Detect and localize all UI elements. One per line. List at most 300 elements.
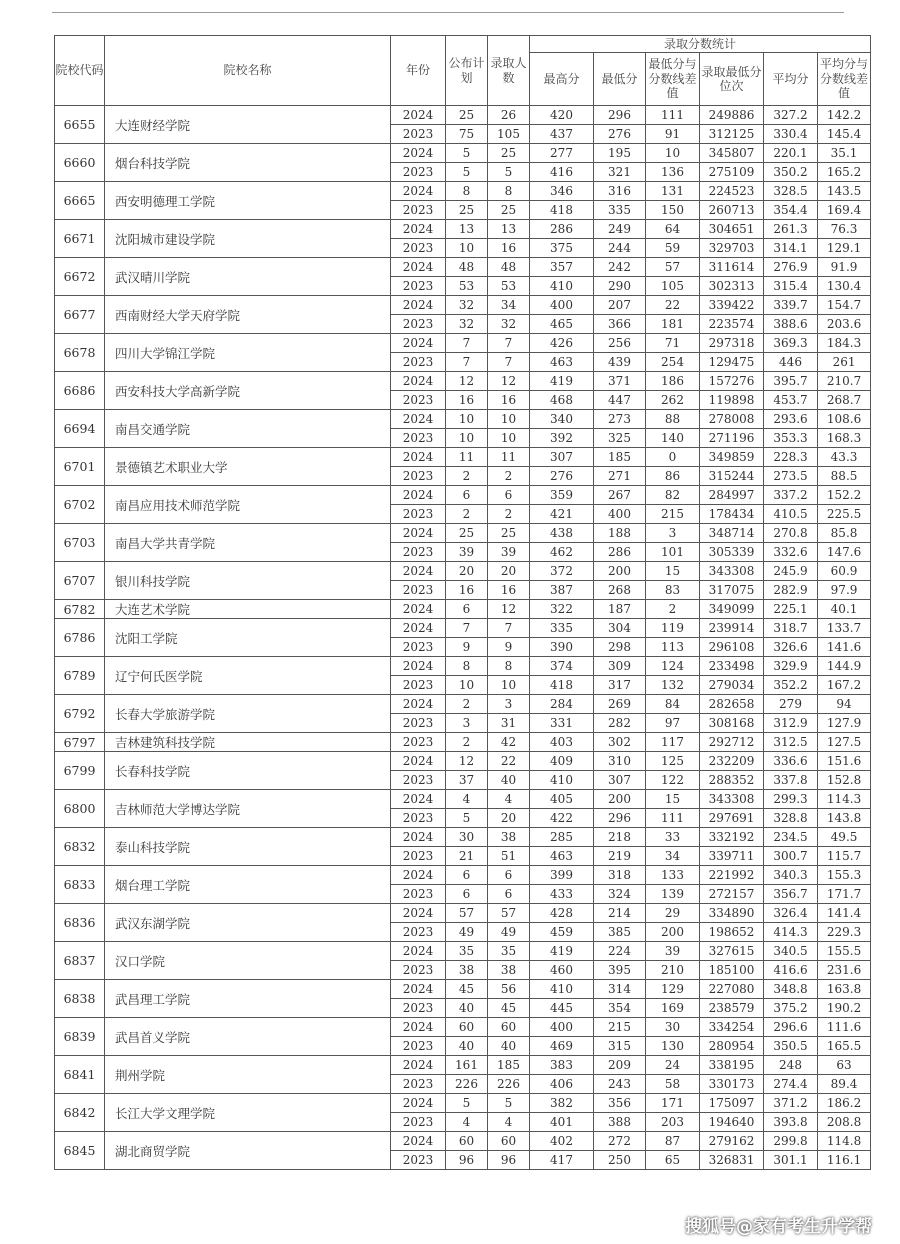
min-rank-cell: 260713 [700, 201, 764, 220]
school-name-cell: 长江大学文理学院 [105, 1094, 391, 1132]
year-cell: 2024 [391, 828, 446, 847]
school-code-cell: 6841 [55, 1056, 105, 1094]
year-cell: 2023 [391, 467, 446, 486]
max-score-cell: 421 [530, 505, 594, 524]
school-name-cell: 武昌理工学院 [105, 980, 391, 1018]
admitted-cell: 4 [488, 1113, 530, 1132]
admitted-cell: 25 [488, 144, 530, 163]
min-score-cell: 354 [594, 999, 646, 1018]
min-rank-cell: 332192 [700, 828, 764, 847]
min-diff-cell: 3 [646, 524, 700, 543]
admitted-cell: 3 [488, 695, 530, 714]
max-score-cell: 459 [530, 923, 594, 942]
plan-cell: 4 [446, 1113, 488, 1132]
plan-cell: 25 [446, 524, 488, 543]
avg-score-cell: 416.6 [764, 961, 818, 980]
admitted-cell: 2 [488, 505, 530, 524]
avg-score-cell: 273.5 [764, 467, 818, 486]
max-score-cell: 403 [530, 733, 594, 752]
table-row [55, 828, 871, 847]
school-code-cell: 6792 [55, 695, 105, 733]
year-cell: 2023 [391, 999, 446, 1018]
school-name-cell: 四川大学锦江学院 [105, 334, 391, 372]
avg-score-cell: 301.1 [764, 1151, 818, 1170]
admitted-cell: 6 [488, 885, 530, 904]
avg-score-cell: 414.3 [764, 923, 818, 942]
avg-score-cell: 354.4 [764, 201, 818, 220]
min-rank-cell: 185100 [700, 961, 764, 980]
avg-score-cell: 248 [764, 1056, 818, 1075]
max-score-cell: 357 [530, 258, 594, 277]
min-diff-cell: 181 [646, 315, 700, 334]
min-score-cell: 318 [594, 866, 646, 885]
avg-diff-cell: 152.8 [818, 771, 871, 790]
year-cell: 2024 [391, 220, 446, 239]
min-score-cell: 250 [594, 1151, 646, 1170]
max-score-cell: 406 [530, 1075, 594, 1094]
min-score-cell: 290 [594, 277, 646, 296]
plan-cell: 48 [446, 258, 488, 277]
table-row [55, 980, 871, 999]
max-score-cell: 359 [530, 486, 594, 505]
min-rank-cell: 157276 [700, 372, 764, 391]
avg-diff-cell: 145.4 [818, 125, 871, 144]
year-cell: 2023 [391, 809, 446, 828]
school-name-cell: 武汉晴川学院 [105, 258, 391, 296]
school-code-cell: 6832 [55, 828, 105, 866]
year-cell: 2024 [391, 1094, 446, 1113]
plan-cell: 13 [446, 220, 488, 239]
avg-score-cell: 270.8 [764, 524, 818, 543]
min-diff-cell: 125 [646, 752, 700, 771]
max-score-cell: 390 [530, 638, 594, 657]
plan-cell: 40 [446, 999, 488, 1018]
avg-score-cell: 350.5 [764, 1037, 818, 1056]
header-min-score-diff: 最低分与分数线差值 [646, 53, 700, 106]
min-rank-cell: 348714 [700, 524, 764, 543]
max-score-cell: 402 [530, 1132, 594, 1151]
plan-cell: 3 [446, 714, 488, 733]
min-diff-cell: 203 [646, 1113, 700, 1132]
min-score-cell: 215 [594, 1018, 646, 1037]
avg-score-cell: 446 [764, 353, 818, 372]
school-code-cell: 6797 [55, 733, 105, 752]
plan-cell: 32 [446, 315, 488, 334]
avg-diff-cell: 171.7 [818, 885, 871, 904]
year-cell: 2024 [391, 1056, 446, 1075]
min-diff-cell: 65 [646, 1151, 700, 1170]
year-cell: 2024 [391, 182, 446, 201]
plan-cell: 2 [446, 505, 488, 524]
plan-cell: 35 [446, 942, 488, 961]
table-row [55, 524, 871, 543]
min-rank-cell: 198652 [700, 923, 764, 942]
min-rank-cell: 317075 [700, 581, 764, 600]
avg-diff-cell: 167.2 [818, 676, 871, 695]
min-score-cell: 195 [594, 144, 646, 163]
avg-score-cell: 375.2 [764, 999, 818, 1018]
admitted-cell: 38 [488, 828, 530, 847]
max-score-cell: 383 [530, 1056, 594, 1075]
admitted-cell: 13 [488, 220, 530, 239]
admitted-cell: 16 [488, 239, 530, 258]
min-score-cell: 242 [594, 258, 646, 277]
admitted-cell: 60 [488, 1018, 530, 1037]
table-row [55, 182, 871, 201]
avg-score-cell: 330.4 [764, 125, 818, 144]
year-cell: 2024 [391, 752, 446, 771]
admitted-cell: 11 [488, 448, 530, 467]
admitted-cell: 20 [488, 562, 530, 581]
school-name-cell: 大连财经学院 [105, 106, 391, 144]
min-rank-cell: 227080 [700, 980, 764, 999]
avg-diff-cell: 208.8 [818, 1113, 871, 1132]
min-score-cell: 296 [594, 106, 646, 125]
avg-score-cell: 328.5 [764, 182, 818, 201]
year-cell: 2023 [391, 714, 446, 733]
admitted-cell: 10 [488, 429, 530, 448]
school-code-cell: 6677 [55, 296, 105, 334]
min-score-cell: 385 [594, 923, 646, 942]
plan-cell: 45 [446, 980, 488, 999]
min-diff-cell: 133 [646, 866, 700, 885]
plan-cell: 12 [446, 752, 488, 771]
admitted-cell: 7 [488, 353, 530, 372]
year-cell: 2023 [391, 239, 446, 258]
plan-cell: 11 [446, 448, 488, 467]
avg-diff-cell: 91.9 [818, 258, 871, 277]
admitted-cell: 34 [488, 296, 530, 315]
max-score-cell: 285 [530, 828, 594, 847]
min-diff-cell: 30 [646, 1018, 700, 1037]
plan-cell: 96 [446, 1151, 488, 1170]
max-score-cell: 417 [530, 1151, 594, 1170]
school-name-cell: 吉林师范大学博达学院 [105, 790, 391, 828]
admitted-cell: 185 [488, 1056, 530, 1075]
min-diff-cell: 64 [646, 220, 700, 239]
avg-diff-cell: 261 [818, 353, 871, 372]
max-score-cell: 409 [530, 752, 594, 771]
min-rank-cell: 223574 [700, 315, 764, 334]
table-row [55, 866, 871, 885]
max-score-cell: 418 [530, 201, 594, 220]
min-rank-cell: 275109 [700, 163, 764, 182]
plan-cell: 60 [446, 1132, 488, 1151]
min-score-cell: 400 [594, 505, 646, 524]
avg-diff-cell: 115.7 [818, 847, 871, 866]
plan-cell: 5 [446, 809, 488, 828]
admitted-cell: 96 [488, 1151, 530, 1170]
min-score-cell: 302 [594, 733, 646, 752]
school-code-cell: 6799 [55, 752, 105, 790]
school-code-cell: 6702 [55, 486, 105, 524]
plan-cell: 53 [446, 277, 488, 296]
min-diff-cell: 15 [646, 562, 700, 581]
min-rank-cell: 339422 [700, 296, 764, 315]
year-cell: 2024 [391, 600, 446, 619]
min-diff-cell: 39 [646, 942, 700, 961]
max-score-cell: 375 [530, 239, 594, 258]
school-code-cell: 6665 [55, 182, 105, 220]
min-diff-cell: 136 [646, 163, 700, 182]
min-diff-cell: 84 [646, 695, 700, 714]
plan-cell: 226 [446, 1075, 488, 1094]
avg-score-cell: 315.4 [764, 277, 818, 296]
min-rank-cell: 284997 [700, 486, 764, 505]
year-cell: 2023 [391, 1113, 446, 1132]
max-score-cell: 419 [530, 942, 594, 961]
plan-cell: 2 [446, 733, 488, 752]
min-score-cell: 214 [594, 904, 646, 923]
admitted-cell: 40 [488, 1037, 530, 1056]
min-rank-cell: 239914 [700, 619, 764, 638]
year-cell: 2024 [391, 904, 446, 923]
min-score-cell: 298 [594, 638, 646, 657]
admitted-cell: 57 [488, 904, 530, 923]
header-min-score: 最低分 [594, 53, 646, 106]
avg-score-cell: 318.7 [764, 619, 818, 638]
avg-score-cell: 340.5 [764, 942, 818, 961]
min-rank-cell: 238579 [700, 999, 764, 1018]
min-rank-cell: 311614 [700, 258, 764, 277]
plan-cell: 20 [446, 562, 488, 581]
school-code-cell: 6701 [55, 448, 105, 486]
min-rank-cell: 129475 [700, 353, 764, 372]
min-rank-cell: 175097 [700, 1094, 764, 1113]
avg-score-cell: 348.8 [764, 980, 818, 999]
plan-cell: 7 [446, 353, 488, 372]
plan-cell: 40 [446, 1037, 488, 1056]
avg-score-cell: 369.3 [764, 334, 818, 353]
avg-diff-cell: 76.3 [818, 220, 871, 239]
avg-score-cell: 326.4 [764, 904, 818, 923]
max-score-cell: 392 [530, 429, 594, 448]
table-row [55, 657, 871, 676]
min-rank-cell: 194640 [700, 1113, 764, 1132]
school-name-cell: 荆州学院 [105, 1056, 391, 1094]
table-row [55, 600, 871, 619]
admitted-cell: 35 [488, 942, 530, 961]
avg-diff-cell: 190.2 [818, 999, 871, 1018]
admitted-cell: 16 [488, 391, 530, 410]
min-diff-cell: 33 [646, 828, 700, 847]
table-row [55, 733, 871, 752]
avg-score-cell: 312.9 [764, 714, 818, 733]
max-score-cell: 462 [530, 543, 594, 562]
admitted-cell: 25 [488, 524, 530, 543]
min-score-cell: 296 [594, 809, 646, 828]
avg-score-cell: 326.6 [764, 638, 818, 657]
avg-diff-cell: 43.3 [818, 448, 871, 467]
max-score-cell: 418 [530, 676, 594, 695]
year-cell: 2023 [391, 1151, 446, 1170]
max-score-cell: 469 [530, 1037, 594, 1056]
max-score-cell: 340 [530, 410, 594, 429]
min-score-cell: 310 [594, 752, 646, 771]
year-cell: 2024 [391, 106, 446, 125]
min-diff-cell: 34 [646, 847, 700, 866]
min-score-cell: 388 [594, 1113, 646, 1132]
min-rank-cell: 349099 [700, 600, 764, 619]
max-score-cell: 277 [530, 144, 594, 163]
school-name-cell: 南昌应用技术师范学院 [105, 486, 391, 524]
min-diff-cell: 254 [646, 353, 700, 372]
year-cell: 2023 [391, 353, 446, 372]
table-row [55, 220, 871, 239]
school-code-cell: 6686 [55, 372, 105, 410]
plan-cell: 6 [446, 600, 488, 619]
min-diff-cell: 97 [646, 714, 700, 733]
admitted-cell: 53 [488, 277, 530, 296]
min-score-cell: 304 [594, 619, 646, 638]
plan-cell: 2 [446, 467, 488, 486]
avg-diff-cell: 141.6 [818, 638, 871, 657]
avg-diff-cell: 225.5 [818, 505, 871, 524]
avg-diff-cell: 114.3 [818, 790, 871, 809]
min-score-cell: 200 [594, 562, 646, 581]
avg-diff-cell: 94 [818, 695, 871, 714]
min-rank-cell: 304651 [700, 220, 764, 239]
max-score-cell: 284 [530, 695, 594, 714]
year-cell: 2023 [391, 733, 446, 752]
min-diff-cell: 210 [646, 961, 700, 980]
min-score-cell: 356 [594, 1094, 646, 1113]
school-name-cell: 烟台理工学院 [105, 866, 391, 904]
min-diff-cell: 2 [646, 600, 700, 619]
min-score-cell: 188 [594, 524, 646, 543]
header-published-plan: 公布计划 [446, 36, 488, 106]
min-rank-cell: 278008 [700, 410, 764, 429]
avg-diff-cell: 165.2 [818, 163, 871, 182]
admitted-cell: 22 [488, 752, 530, 771]
admitted-cell: 16 [488, 581, 530, 600]
min-rank-cell: 312125 [700, 125, 764, 144]
avg-score-cell: 337.2 [764, 486, 818, 505]
admitted-cell: 10 [488, 410, 530, 429]
plan-cell: 12 [446, 372, 488, 391]
avg-diff-cell: 165.5 [818, 1037, 871, 1056]
plan-cell: 16 [446, 581, 488, 600]
min-rank-cell: 249886 [700, 106, 764, 125]
max-score-cell: 387 [530, 581, 594, 600]
min-rank-cell: 338195 [700, 1056, 764, 1075]
min-diff-cell: 88 [646, 410, 700, 429]
min-diff-cell: 59 [646, 239, 700, 258]
min-rank-cell: 221992 [700, 866, 764, 885]
year-cell: 2023 [391, 847, 446, 866]
max-score-cell: 346 [530, 182, 594, 201]
year-cell: 2024 [391, 334, 446, 353]
year-cell: 2023 [391, 638, 446, 657]
min-rank-cell: 232209 [700, 752, 764, 771]
max-score-cell: 460 [530, 961, 594, 980]
plan-cell: 5 [446, 144, 488, 163]
min-score-cell: 282 [594, 714, 646, 733]
avg-score-cell: 339.7 [764, 296, 818, 315]
school-code-cell: 6660 [55, 144, 105, 182]
min-rank-cell: 272157 [700, 885, 764, 904]
avg-score-cell: 393.8 [764, 1113, 818, 1132]
table-body [55, 106, 871, 1170]
school-code-cell: 6833 [55, 866, 105, 904]
min-diff-cell: 200 [646, 923, 700, 942]
min-diff-cell: 171 [646, 1094, 700, 1113]
max-score-cell: 400 [530, 1018, 594, 1037]
avg-diff-cell: 186.2 [818, 1094, 871, 1113]
min-score-cell: 324 [594, 885, 646, 904]
max-score-cell: 372 [530, 562, 594, 581]
plan-cell: 75 [446, 125, 488, 144]
header-min-score-rank: 录取最低分位次 [700, 53, 764, 106]
min-score-cell: 273 [594, 410, 646, 429]
min-score-cell: 256 [594, 334, 646, 353]
min-diff-cell: 139 [646, 885, 700, 904]
plan-cell: 32 [446, 296, 488, 315]
min-score-cell: 249 [594, 220, 646, 239]
avg-diff-cell: 142.2 [818, 106, 871, 125]
year-cell: 2023 [391, 391, 446, 410]
avg-diff-cell: 89.4 [818, 1075, 871, 1094]
year-cell: 2024 [391, 980, 446, 999]
school-name-cell: 景德镇艺术职业大学 [105, 448, 391, 486]
min-rank-cell: 326831 [700, 1151, 764, 1170]
min-diff-cell: 140 [646, 429, 700, 448]
table-row [55, 619, 871, 638]
admitted-cell: 12 [488, 372, 530, 391]
avg-score-cell: 410.5 [764, 505, 818, 524]
min-diff-cell: 130 [646, 1037, 700, 1056]
max-score-cell: 322 [530, 600, 594, 619]
watermark-text: 搜狐号@家有考生升学帮 [685, 1217, 872, 1237]
admitted-cell: 32 [488, 315, 530, 334]
table-row [55, 752, 871, 771]
school-name-cell: 汉口学院 [105, 942, 391, 980]
min-score-cell: 268 [594, 581, 646, 600]
plan-cell: 5 [446, 1094, 488, 1113]
plan-cell: 8 [446, 657, 488, 676]
avg-diff-cell: 203.6 [818, 315, 871, 334]
min-score-cell: 243 [594, 1075, 646, 1094]
plan-cell: 39 [446, 543, 488, 562]
max-score-cell: 465 [530, 315, 594, 334]
avg-score-cell: 371.2 [764, 1094, 818, 1113]
max-score-cell: 468 [530, 391, 594, 410]
year-cell: 2024 [391, 562, 446, 581]
min-rank-cell: 178434 [700, 505, 764, 524]
min-diff-cell: 10 [646, 144, 700, 163]
avg-diff-cell: 133.7 [818, 619, 871, 638]
min-rank-cell: 302313 [700, 277, 764, 296]
school-name-cell: 南昌大学共青学院 [105, 524, 391, 562]
min-score-cell: 187 [594, 600, 646, 619]
school-code-cell: 6707 [55, 562, 105, 600]
avg-score-cell: 453.7 [764, 391, 818, 410]
avg-score-cell: 356.7 [764, 885, 818, 904]
min-score-cell: 307 [594, 771, 646, 790]
school-name-cell: 南昌交通学院 [105, 410, 391, 448]
max-score-cell: 437 [530, 125, 594, 144]
avg-diff-cell: 35.1 [818, 144, 871, 163]
plan-cell: 49 [446, 923, 488, 942]
year-cell: 2023 [391, 961, 446, 980]
plan-cell: 25 [446, 201, 488, 220]
min-rank-cell: 233498 [700, 657, 764, 676]
min-score-cell: 218 [594, 828, 646, 847]
table-row [55, 942, 871, 961]
avg-diff-cell: 49.5 [818, 828, 871, 847]
avg-diff-cell: 155.5 [818, 942, 871, 961]
table-row [55, 410, 871, 429]
